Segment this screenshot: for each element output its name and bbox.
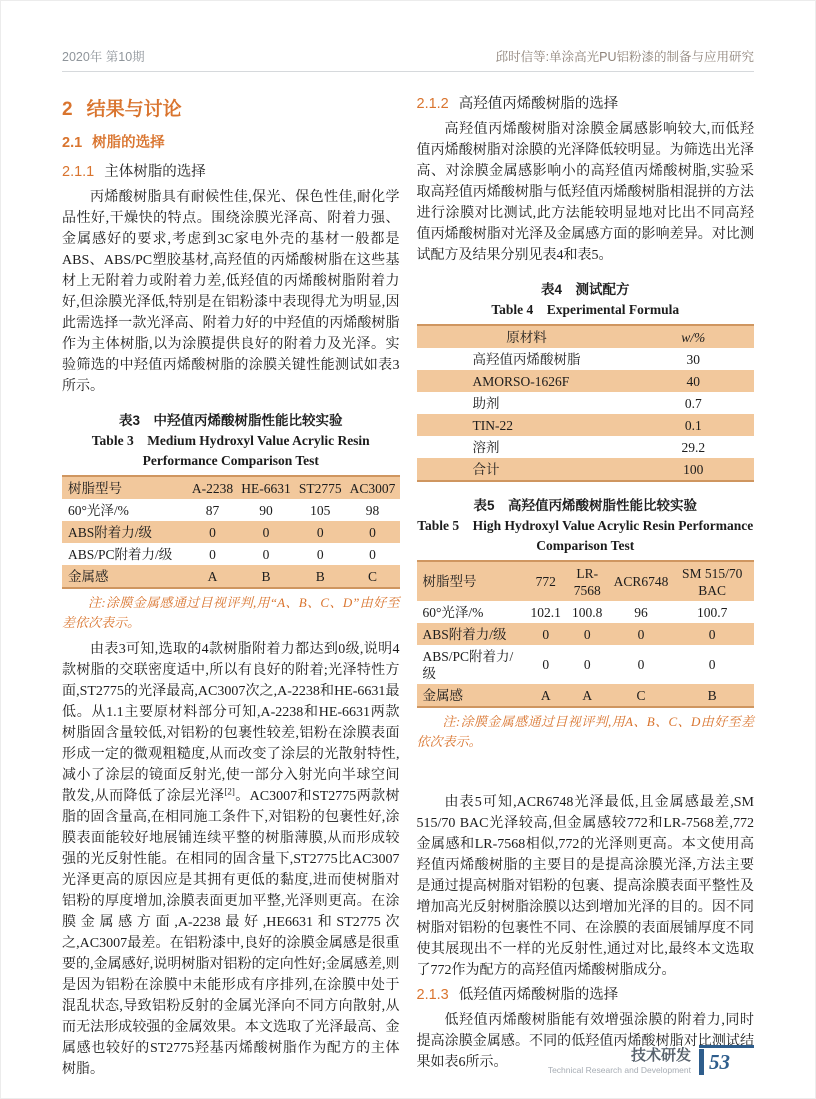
table-cell: 溶剂 <box>472 439 500 455</box>
table-cell: 30 <box>686 351 700 367</box>
table-cell: ABS/PC附着力/级 <box>68 546 173 562</box>
section-number: 2.1.1 <box>62 164 95 180</box>
column-header: AC3007 <box>349 480 396 496</box>
column-header: ST2775 <box>298 480 342 496</box>
table-row <box>62 543 400 565</box>
paragraph-text: 由表3可知,选取的4款树脂附着力都达到0级,说明4款树脂的交联密度适中,所以有良好的附着;光泽特性方面,ST2775的光泽最高,AC3007次之,A-2238和HE-6631最低。从1.1主要原材料部分可知,A-2238和HE-6631两款树脂固含量较低,对铝粉的包裹性较差,铝粉在涂膜表面形成一定的微观粗糙度,从而改变了涂层的光散射特性,减小了涂层的镜面反射光,使一部分入射光向半球空间散发,从而降低了涂层光泽 <box>62 642 400 804</box>
column-header: A-2238 <box>191 480 234 496</box>
table-cell: 60°光泽/% <box>68 502 129 518</box>
table-cell: 0 <box>708 626 716 642</box>
table-cell: 0 <box>542 626 550 642</box>
table5-note: 注:涂膜金属感通过目视评判,用A、B、C、D由好至差依次表示。 <box>416 714 754 749</box>
table5-caption-en: Comparison Test <box>536 538 635 553</box>
left-column <box>62 90 400 1082</box>
table-cell: 高羟值丙烯酸树脂 <box>472 351 581 367</box>
column-header: w/% <box>681 329 706 345</box>
section-number: 2.1.3 <box>416 987 449 1003</box>
heading-high-hydroxyl <box>417 92 755 113</box>
section-title: 树脂的选择 <box>92 135 165 151</box>
table-row <box>417 370 755 392</box>
table-header-row <box>62 476 400 499</box>
table-row <box>62 521 400 543</box>
table-cell: B <box>707 687 717 703</box>
table-cell: 0 <box>637 626 645 642</box>
table5-caption-en: Table 5 High Hydroxyl Value Acrylic Resin Performance <box>417 518 754 533</box>
table4-caption-en: Table 4 Experimental Formula <box>491 302 680 317</box>
table-cell: 0 <box>262 546 270 562</box>
table-cell: 100.7 <box>696 604 728 620</box>
table-cell: A <box>582 687 593 703</box>
paragraph-text: 。AC3007和ST2775两款树脂的固含量高,在相同施工条件下,对铝粉的包裹性好,涂膜表面能较好地展铺连续平整的树脂薄膜,从而形成较强的光反射性能。在相同的固含量下,ST2775比AC3007光泽更高的原因应是其拥有更低的黏度,进而使树脂对铝粉的厚度增加,涂膜表面更加平整,光泽则更高。在涂膜金属感方面,A-2238最好,HE6631和ST2775次之,AC3007最差。在铝粉漆中,良好的涂膜金属感是很重要的,金属感好,说明树脂对铝粉的定向性好;金属感差,则是因为铝粉在涂膜中未能形成有序排列,在涂膜中处于混乱状态,导致铝粉反射的金属光泽向不同方向散射,从而无法形成较强的金属效果。本文选取了光泽最高、金属感也较好的ST2775羟基丙烯酸树脂作为配方的主体树脂。 <box>62 789 400 1077</box>
table-cell: B <box>315 568 325 584</box>
table-cell: C <box>636 687 646 703</box>
section-title: 结果与讨论 <box>86 99 182 120</box>
table-row <box>417 436 755 458</box>
table3-caption-en: Table 3 Medium Hydroxyl Value Acrylic Resin <box>91 433 370 448</box>
column-header: 原材料 <box>506 329 547 345</box>
table3-caption-cn: 表3 中羟值丙烯酸树脂性能比较实验 <box>118 413 343 428</box>
page-number-bar <box>699 1049 704 1075</box>
running-title: 邱时信等:单涂高光PU铝粉漆的制备与应用研究 <box>495 50 754 64</box>
table-row <box>62 565 400 588</box>
table-cell: A <box>540 687 551 703</box>
section-title: 主体树脂的选择 <box>104 164 206 180</box>
column-header: 772 <box>535 574 556 589</box>
issue-label: 2020年 第10期 <box>62 50 145 64</box>
section-number: 2 <box>62 99 73 120</box>
table3-caption <box>62 411 400 471</box>
table3-caption-en: Performance Comparison Test <box>142 453 319 468</box>
table-cell: 0 <box>209 546 216 562</box>
section-title: 高羟值丙烯酸树脂的选择 <box>458 96 619 112</box>
table-row <box>417 392 755 414</box>
table-row <box>62 499 400 521</box>
paragraph-high-hydroxyl-intro: 高羟值丙烯酸树脂对涂膜金属感影响较大,而低羟值丙烯酸树脂对涂膜的光泽降低较明显。为筛选出光泽高、对涂膜金属感影响小的高羟值丙烯酸树脂,实验采取高羟值丙烯酸树脂与低羟值丙烯酸树脂相混拼的方法进行涂膜对比测试,此方法能较明显地对比出不同高羟值丙烯酸树脂对光泽及金属感方面的影响差异。对比测试配方及结果分别见表4和表5。 <box>416 122 754 263</box>
table-row <box>417 623 755 645</box>
table-row <box>417 601 755 623</box>
table-cell: 0.7 <box>684 395 702 411</box>
page-number: 53 <box>709 1050 730 1074</box>
table-cell: 0 <box>637 657 645 672</box>
column-header: LR-7568 <box>573 565 601 598</box>
table-cell: 金属感 <box>422 687 463 703</box>
table-cell: 40 <box>686 373 700 389</box>
heading-resin-selection <box>62 131 400 152</box>
table-cell: A <box>207 568 218 584</box>
two-column-body <box>1 72 815 1082</box>
table4-caption-cn: 表4 测试配方 <box>540 282 630 297</box>
table-header-row <box>417 561 755 601</box>
table4-experimental-formula <box>417 324 755 482</box>
column-header: HE-6631 <box>241 480 291 496</box>
table-row <box>417 684 755 707</box>
table-cell: 0 <box>542 657 550 672</box>
table-cell: 0 <box>316 524 324 540</box>
table-cell: C <box>368 568 378 584</box>
table-cell: B <box>261 568 271 584</box>
table-header-row <box>417 325 755 348</box>
table-cell: 100 <box>683 461 704 477</box>
column-header: 树脂型号 <box>68 480 122 496</box>
table-cell: 60°光泽/% <box>422 604 484 620</box>
paragraph-table3-discussion <box>62 639 400 1080</box>
table5-caption-cn: 表5 高羟值丙烯酸树脂性能比较实验 <box>473 498 697 513</box>
table-cell: 29.2 <box>681 439 706 455</box>
table-cell: 102.1 <box>530 604 561 620</box>
table-cell: 105 <box>310 502 331 518</box>
section-number: 2.1.2 <box>416 96 449 112</box>
table-cell: ABS附着力/级 <box>68 524 153 540</box>
table-cell: 90 <box>259 502 273 518</box>
table-cell: 87 <box>205 502 220 518</box>
heading-results <box>62 94 400 121</box>
footer-label-en: Technical Research and Development <box>547 1065 691 1075</box>
column-header: SM 515/70 BAC <box>681 565 743 598</box>
table5-caption <box>417 496 755 556</box>
table-cell: 0.1 <box>684 417 702 433</box>
page-number-block <box>699 1045 754 1075</box>
table-cell: 0 <box>369 524 376 540</box>
footer-label-cn: 技术研发 <box>630 1047 691 1064</box>
table-cell: ABS/PC附着力/级 <box>422 648 514 681</box>
footer-section-labels <box>548 1045 691 1076</box>
table-cell: 0 <box>583 626 591 642</box>
table-cell: 96 <box>634 604 648 620</box>
table4-caption <box>417 280 755 320</box>
table-cell: 0 <box>316 546 324 562</box>
section-number: 2.1 <box>62 135 83 151</box>
right-column <box>417 90 755 1082</box>
table-cell: 98 <box>365 502 380 518</box>
table-cell: 100.8 <box>572 604 603 620</box>
table-cell: 0 <box>209 524 216 540</box>
table5-high-hydroxyl-resin <box>417 560 755 708</box>
section-title: 低羟值丙烯酸树脂的选择 <box>458 987 619 1003</box>
running-header <box>1 1 815 71</box>
table-cell: 金属感 <box>68 568 109 584</box>
table-cell: 0 <box>369 546 376 562</box>
table-cell: ABS附着力/级 <box>422 626 507 642</box>
paragraph-main-resin-intro: 丙烯酸树脂具有耐候性佳,保光、保色性佳,耐化学品性好,干燥快的特点。围绕涂膜光泽高、附着力强、金属感好的要求,考虑到3C家电外壳的基材一般都是ABS、ABS/PC塑胶基材,高羟值的丙烯酸树脂在这些基材上无附着力或附着力差,低羟值的丙烯酸树脂附着力好,但涂膜光泽低,特别是在铝粉漆中表现得尤为明显,因此需选择一款光泽高、附着力好的中羟值的丙烯酸树脂作为主体树脂,以为涂膜提供良好的附着力及光泽。实验筛选的中羟值丙烯酸树脂的涂膜关键性能测试如表3所示。 <box>62 190 400 394</box>
table-cell: 0 <box>262 524 270 540</box>
paragraph-low-hydroxyl-intro: 低羟值丙烯酸树脂能有效增强涂膜的附着力,同时提高涂膜金属感。不同的低羟值丙烯酸树脂对比测试结果如表6所示。 <box>416 1013 754 1070</box>
table3-note: 注:涂膜金属感通过目视评判,用“A、B、C、D”由好至差依次表示。 <box>62 595 400 630</box>
table-cell: 0 <box>583 657 591 672</box>
page-footer <box>548 1045 754 1076</box>
table-cell: TIN-22 <box>472 417 513 433</box>
table-cell: 0 <box>708 657 716 672</box>
column-header: ACR6748 <box>613 574 669 589</box>
paragraph-table5-discussion: 由表5可知,ACR6748光泽最低,且金属感最差,SM 515/70 BAC光泽较高,但金属感较772和LR-7568差,772金属感和LR-7568相似,772的光泽则更高。本文使用高羟值丙烯酸树脂的主要目的是提高涂膜光泽,方法主要是通过提高树脂对铝粉的包裹、提高涂膜表面平整性及增加高光反射树脂涂膜以达到增加光泽的目的。因不同树脂对铝粉的包裹性不同、在涂膜的表面展铺厚度不同使其展现出不一样的光反射性,通过对比,最终本文选取了772作为配方的高羟值丙烯酸树脂成分。 <box>416 795 754 978</box>
citation-ref: [2] <box>224 786 235 797</box>
table3-medium-hydroxyl-resin <box>62 475 400 589</box>
heading-main-resin <box>62 160 400 181</box>
table-row <box>417 414 755 436</box>
table-row <box>417 645 755 684</box>
table-cell: 合计 <box>472 461 500 477</box>
table-cell: 助剂 <box>472 395 500 411</box>
table-row <box>417 348 755 370</box>
table-row <box>417 458 755 481</box>
heading-low-hydroxyl <box>417 983 755 1004</box>
column-header: 树脂型号 <box>422 574 477 589</box>
table-cell: AMORSO-1626F <box>472 373 570 389</box>
